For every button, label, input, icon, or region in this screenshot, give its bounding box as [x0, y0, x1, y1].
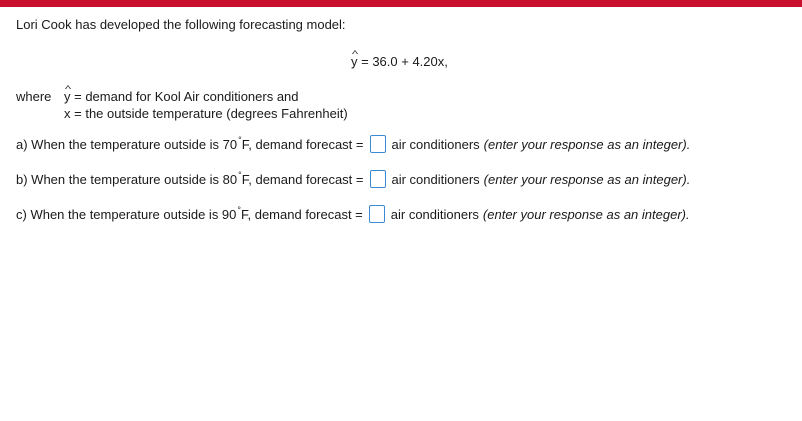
y-hat-symbol: y	[351, 54, 358, 69]
definition-text: = demand for Kool Air conditioners and	[74, 89, 299, 104]
unit-label: air conditioners	[391, 136, 480, 152]
problem-intro: Lori Cook has developed the following forecasting model:	[16, 17, 346, 32]
question-prefix: c) When the temperature outside is 90	[16, 206, 237, 222]
hint-text: (enter your response as an integer).	[482, 206, 690, 222]
forecast-equation	[351, 54, 448, 69]
y-hat-symbol: y	[64, 89, 71, 104]
question-suffix: F, demand forecast =	[241, 136, 364, 152]
hint-text: (enter your response as an integer).	[483, 171, 691, 187]
definition-y	[64, 89, 299, 104]
question-b	[16, 169, 690, 189]
definition-x	[64, 106, 348, 121]
degree-symbol: °	[238, 135, 242, 145]
degree-symbol: °	[237, 205, 241, 215]
question-suffix: F, demand forecast =	[241, 171, 364, 187]
unit-label: air conditioners	[391, 171, 480, 187]
question-suffix: F, demand forecast =	[241, 206, 363, 222]
question-prefix: b) When the temperature outside is 80	[16, 171, 238, 187]
degree-symbol: °	[238, 170, 242, 180]
question-a	[16, 134, 690, 154]
question-prefix: a) When the temperature outside is 70	[16, 136, 238, 152]
equation-rhs: = 36.0 + 4.20x,	[361, 54, 448, 69]
answer-input-a[interactable]	[370, 135, 386, 153]
where-label: where	[16, 89, 52, 104]
x-symbol: x	[64, 106, 71, 121]
unit-label: air conditioners	[390, 206, 479, 222]
answer-input-c[interactable]	[369, 205, 385, 223]
answer-input-b[interactable]	[370, 170, 386, 188]
question-c	[16, 204, 690, 224]
definition-text: = the outside temperature (degrees Fahrenheit)	[74, 106, 348, 121]
hint-text: (enter your response as an integer).	[483, 136, 691, 152]
